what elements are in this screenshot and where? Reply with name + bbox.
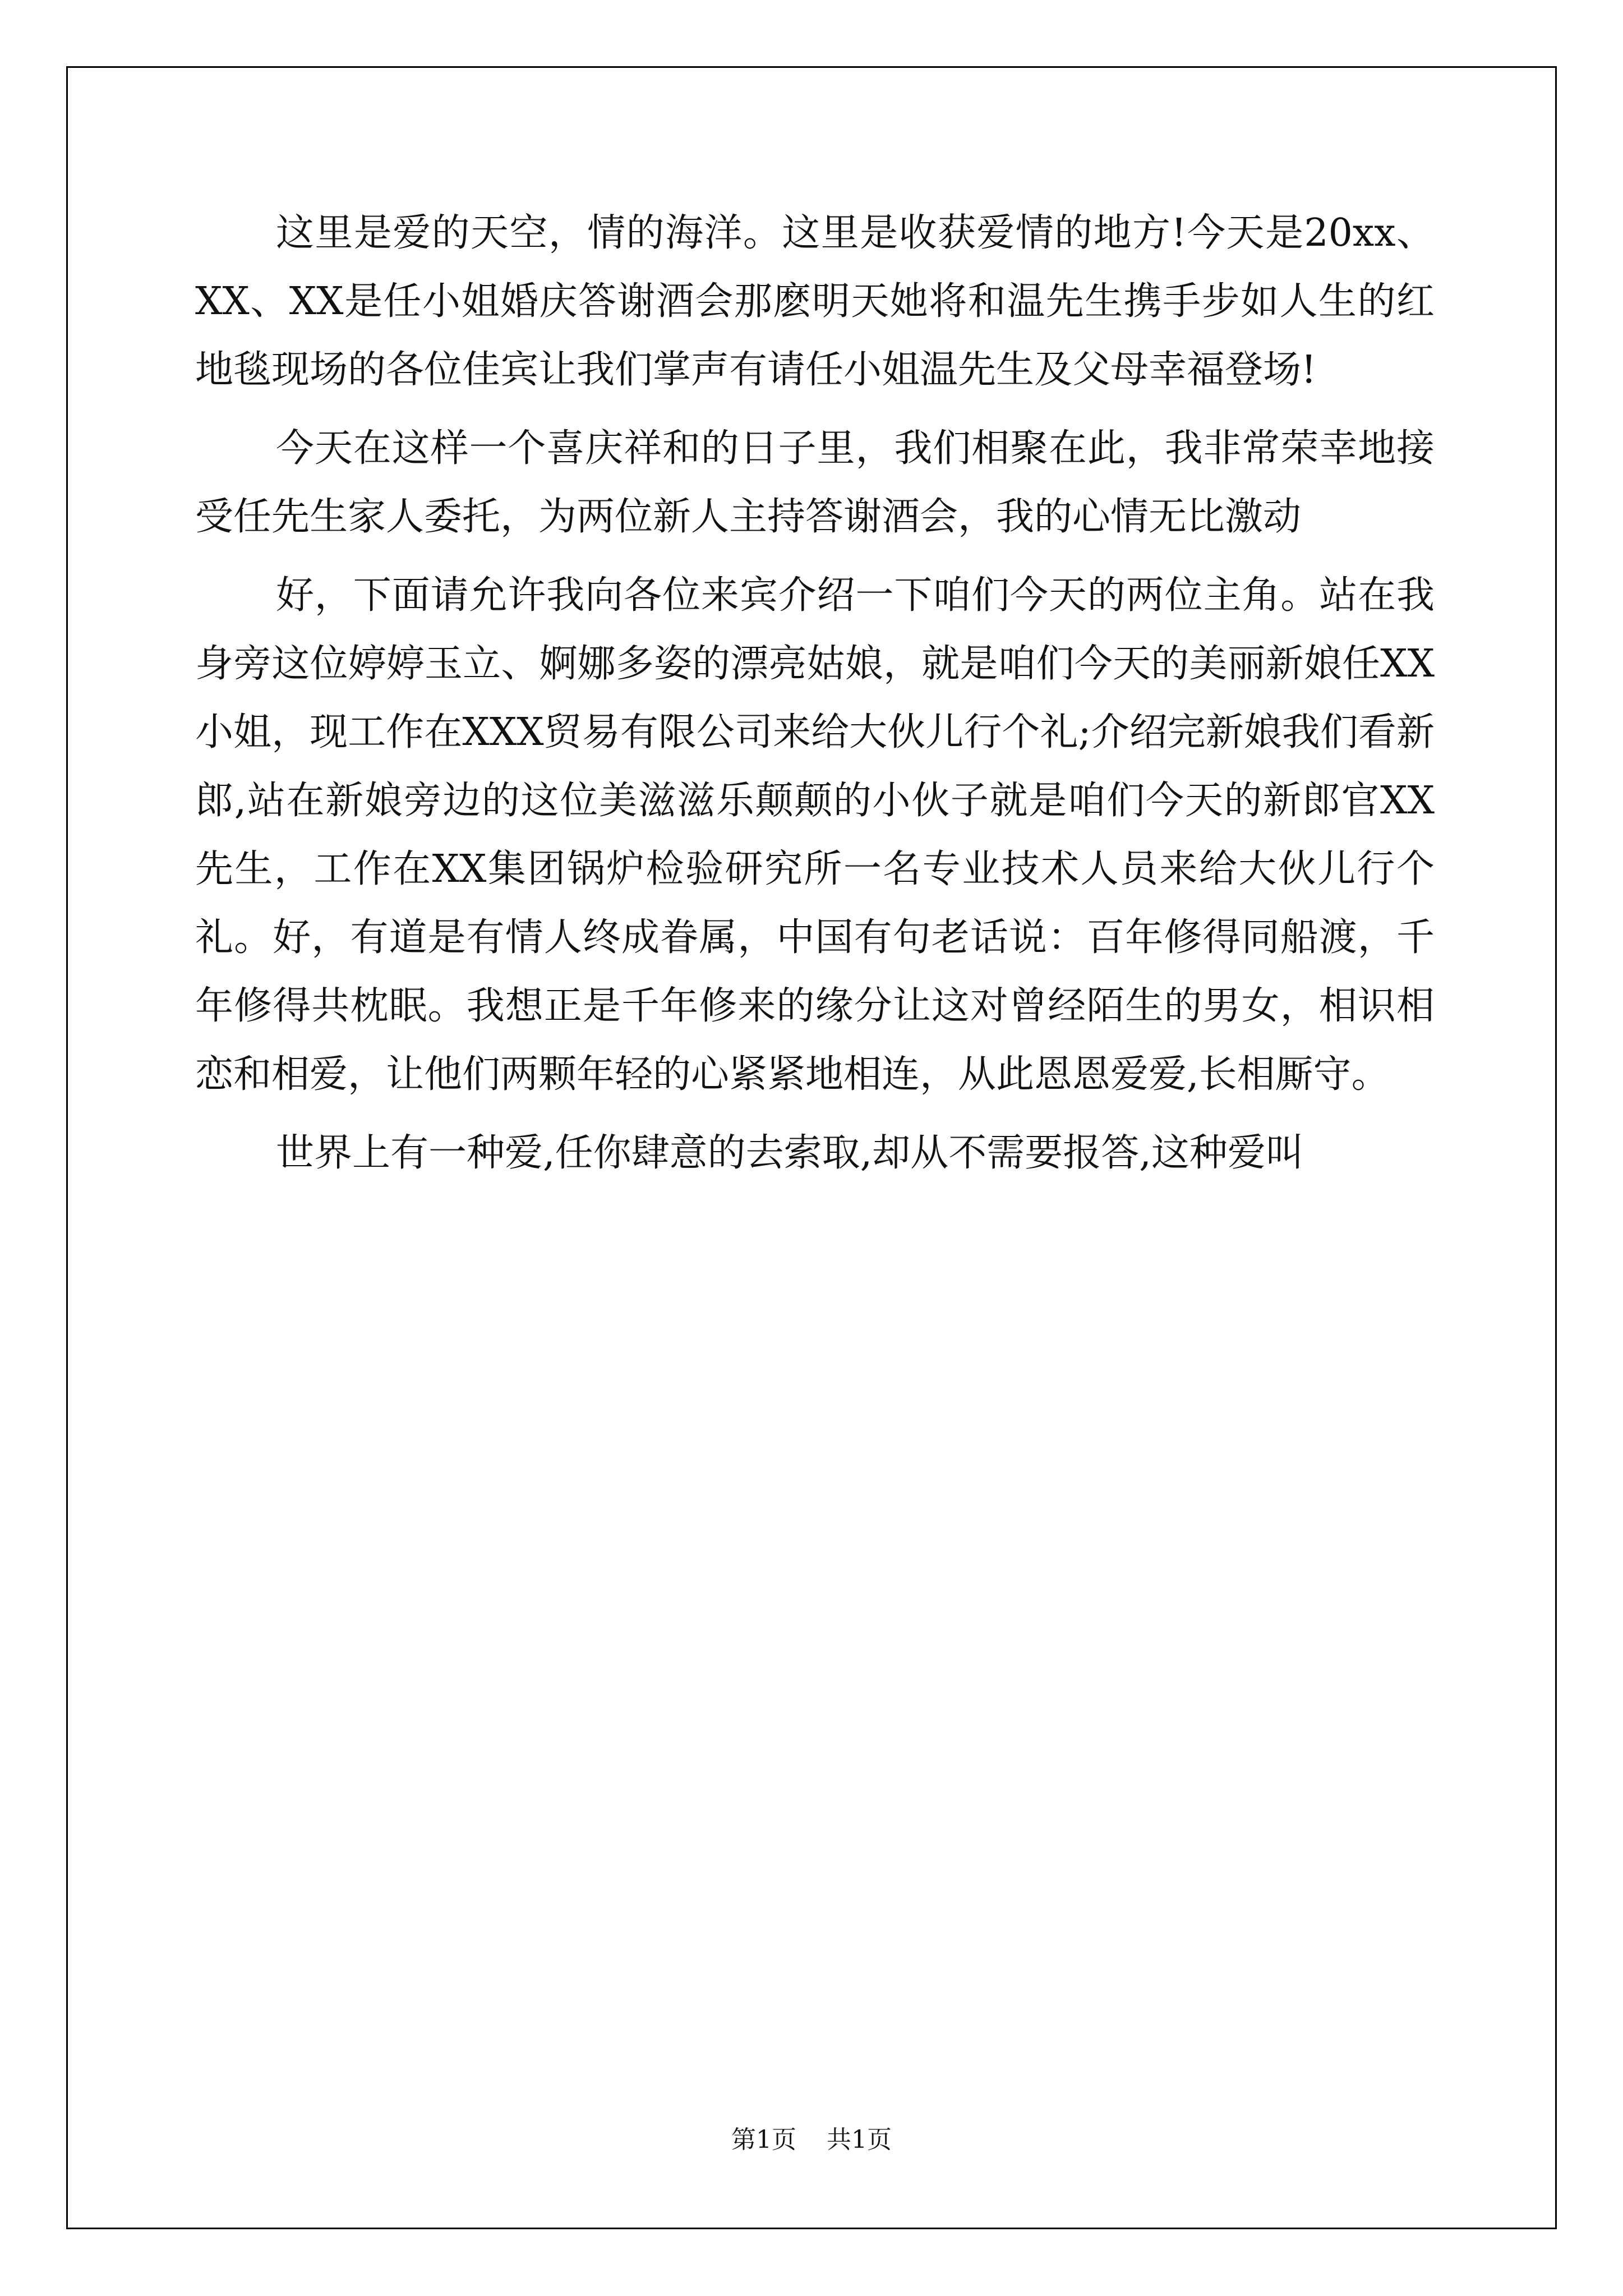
document-body xyxy=(195,199,1435,1198)
page-number: 第1页 xyxy=(731,2125,796,2154)
paragraph-1: 这里是爱的天空，情的海洋。这里是收获爱情的地方!今天是20xx、XX、XX是任小姐婚庆答谢酒会那麽明天她将和温先生携手步如人生的红地毯现场的各位佳宾让我们掌声有请任小姐温先生及父母幸福登场! xyxy=(195,211,1435,392)
paragraph-3: 好，下面请允许我向各位来宾介绍一下咱们今天的两位主角。站在我身旁这位婷婷玉立、婀娜多姿的漂亮姑娘，就是咱们今天的美丽新娘任XX小姐，现工作在XXX贸易有限公司来给大伙儿行个礼;介绍完新娘我们看新郎,站在新娘旁边的这位美滋滋乐颠颠的小伙子就是咱们今天的新郎官XX先生，工作在XX集团锅炉检验研究所一名专业技术人员来给大伙儿行个礼。好，有道是有情人终成眷属，中国有句老话说：百年修得同船渡，千年修得共枕眠。我想正是千年修来的缘分让这对曾经陌生的男女，相识相恋和相爱，让他们两颗年轻的心紧紧地相连，从此恩恩爱爱,长相厮守。 xyxy=(195,573,1435,1097)
paragraph-4: 世界上有一种爱,任你肆意的去索取,却从不需要报答,这种爱叫 xyxy=(276,1131,1304,1175)
page-total: 共1页 xyxy=(827,2125,892,2154)
paragraph-2: 今天在这样一个喜庆祥和的日子里，我们相聚在此，我非常荣幸地接受任先生家人委托，为两位新人主持答谢酒会，我的心情无比激动 xyxy=(195,426,1435,539)
page-footer xyxy=(0,2119,1623,2155)
